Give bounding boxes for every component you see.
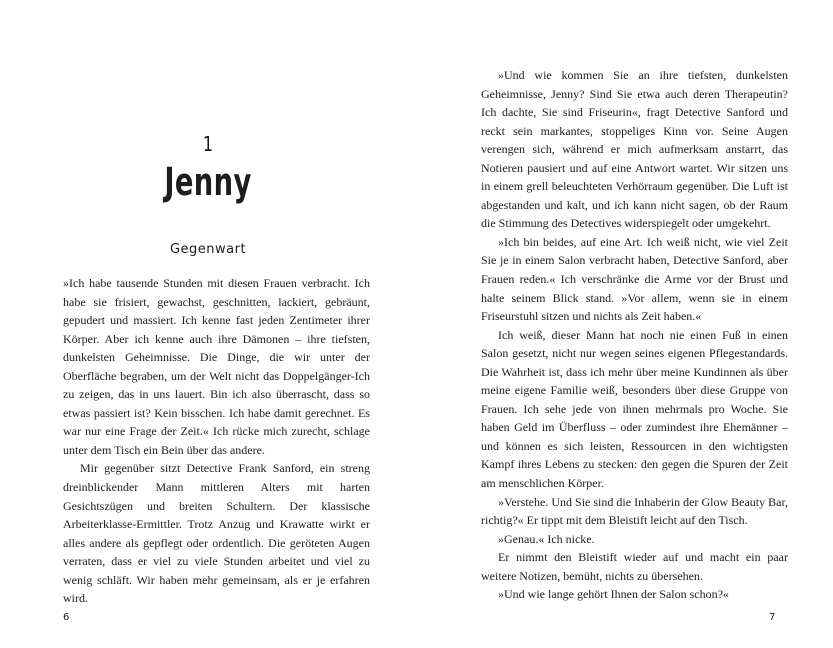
right-page	[417, 0, 833, 648]
chapter-number: 1	[202, 132, 214, 156]
chapter-subtitle: Gegenwart	[169, 242, 247, 257]
chapter-title: Jenny	[164, 160, 252, 204]
right-page-text	[481, 66, 788, 604]
paragraph: »Genau.« Ich nicke.	[498, 531, 595, 546]
paragraph: »Verstehe. Und Sie sind die Inhaberin der Glow Beauty Bar, richtig?« Er tippt mit dem Bleistift leicht auf den Tisch.	[481, 494, 788, 528]
paragraph: Mir gegenüber sitzt Detective Frank Sanford, ein streng dreinblickender Mann mittleren Alters mit harten Gesichtszügen und breiten Schultern. Der klassische Arbeiterklasse-Ermittler. Trotz Anzug und Krawatte wirkt er alles andere als gepflegt oder ordentlich. Die geröteten Augen verraten, dass er viel zu viele Stunden arbeitet und viel zu wenig schläft. Wir haben mehr gemeinsam, als er je erfahren wird.	[63, 461, 370, 606]
paragraph: »Und wie lange gehört Ihnen der Salon schon?«	[498, 587, 729, 602]
paragraph: Ich weiß, dieser Mann hat noch nie einen Fuß in einen Salon gesetzt, nicht nur wegen seines eigenen Pflegestandards. Die Wahrheit ist, dass ich mehr über meine Kundinnen als über meine eigene Familie weiß, besonders über diese Gruppe von Frauen. Ich sehe jede von ihnen mehrmals pro Woche. Sie haben Geld im Überfluss – oder zumindest ihre Ehemänner – und können es sich leisten, Ressourcen in den wichtigsten Kampf ihres Lebens zu stecken: den gegen die Spuren der Zeit am menschlichen Körper.	[481, 327, 788, 491]
paragraph: »Ich bin beides, auf eine Art. Ich weiß nicht, wie viel Zeit Sie je in einem Salon verbracht haben, Detective Sanford, aber Frauen reden.« Ich verschränke die Arme vor der Brust und halte seinem Blick stand. »Vor allem, wenn sie in einem Friseurstuhl sitzen und nichts als Zeit haben.«	[481, 234, 788, 324]
page-number: 7	[769, 612, 776, 623]
paragraph: »Ich habe tausende Stunden mit diesen Frauen verbracht. Ich habe sie frisiert, gewachst, geschnitten, lackiert, gebräunt, gepudert und massiert. Ich kenne fast jeden Zentimeter ihrer Körper. Aber ich kenne auch ihre Dämonen – ihre tiefsten, dunkelsten Geheimnisse. Die Dinge, die wir unter der Oberfläche begraben, um der Welt nicht das Doppelgänger-Ich zu zeigen, das in uns lauert. Bin ich also überrascht, dass so etwas passiert ist? Kein bisschen. Ich habe damit gerechnet. Es war nur eine Frage der Zeit.« Ich rücke mich zurecht, schlage unter dem Tisch ein Bein über das andere.	[63, 276, 370, 457]
left-page	[0, 0, 416, 648]
paragraph: »Und wie kommen Sie an ihre tiefsten, dunkelsten Geheimnisse, Jenny? Sind Sie etwa auch deren Therapeutin? Ich dachte, Sie sind Friseurin«, fragt Detective Sanford und reckt sein markantes, stoppeliges Kinn vor. Seine Augen verengen sich, während er mich aufmerksam anstarrt, das Notieren pausiert und auf eine Antwort wartet. Wir sitzen uns in einem grell beleuchteten Verhörraum gegenüber. Die Luft ist abgestanden und kalt, und ich kann nicht sagen, ob der Raum die Stimmung des Detectives widerspiegelt oder umgekehrt.	[481, 68, 788, 231]
left-page-text	[63, 274, 370, 608]
paragraph: Er nimmt den Bleistift wieder auf und macht ein paar weitere Notizen, bemüht, nichts zu übersehen.	[481, 550, 788, 583]
page-number: 6	[63, 612, 70, 623]
